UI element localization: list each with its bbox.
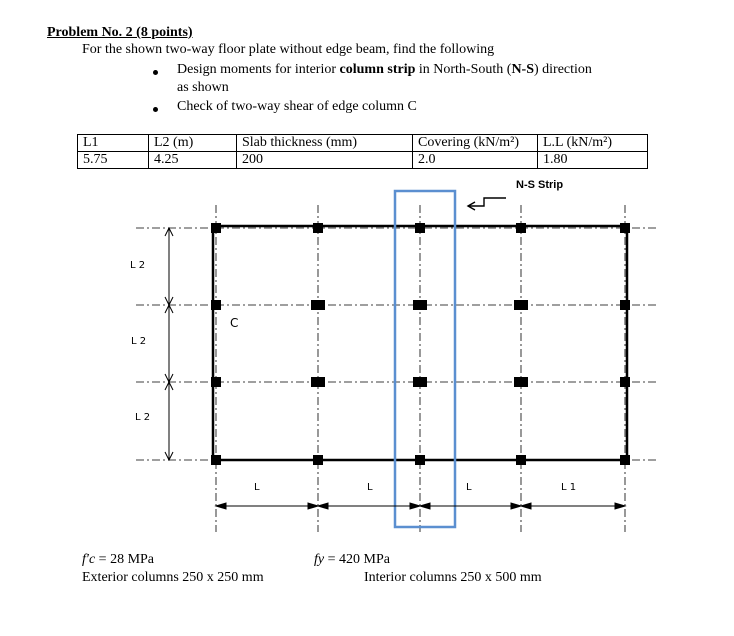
table-header-cell: Slab thickness (mm) [237, 135, 413, 152]
concrete-strength-note: f′c = 28 MPa [82, 552, 155, 567]
column-c-label: C [230, 316, 239, 330]
table-header-cell: L1 [78, 135, 149, 152]
bullet-1-line-1: Design moments for interior column strip in North-South (N-S) direction [177, 62, 592, 77]
vertical-dimension-line [165, 228, 173, 460]
columns [211, 223, 630, 465]
exterior-columns-note: Exterior columns 250 x 250 mm [82, 570, 264, 585]
horizontal-dimension-line [216, 503, 625, 509]
strip-pointer-arrow [468, 198, 506, 210]
span-label-l: L [466, 482, 472, 493]
row-label-l2: L 2 [130, 260, 146, 271]
table-cell: 1.80 [538, 152, 648, 169]
table-cell: 4.25 [149, 152, 237, 169]
table-cell: 5.75 [78, 152, 149, 169]
table-header-cell: Covering (kN/m²) [413, 135, 538, 152]
row-label-l2: L 2 [135, 412, 151, 423]
span-label-l1: L 1 [561, 482, 577, 493]
table-cell: 2.0 [413, 152, 538, 169]
span-label-l: L [367, 482, 373, 493]
table-header-cell: L2 (m) [149, 135, 237, 152]
problem-intro: For the shown two-way floor plate without edge beam, find the following [82, 42, 495, 57]
bullet-2-line-1: Check of two-way shear of edge column C [177, 99, 417, 114]
table-cell: 200 [237, 152, 413, 169]
steel-strength-note: fy = 420 MPa [314, 552, 390, 567]
interior-columns-note: Interior columns 250 x 500 mm [364, 570, 542, 585]
span-label-l: L [254, 482, 260, 493]
ns-strip-label: N-S Strip [516, 179, 564, 191]
problem-title: Problem No. 2 (8 points) [47, 25, 193, 40]
row-label-l2: L 2 [131, 336, 147, 347]
bullet-1-line-2: as shown [177, 80, 229, 95]
ns-strip-box [395, 191, 455, 527]
table-header-cell: L.L (kN/m²) [538, 135, 648, 152]
